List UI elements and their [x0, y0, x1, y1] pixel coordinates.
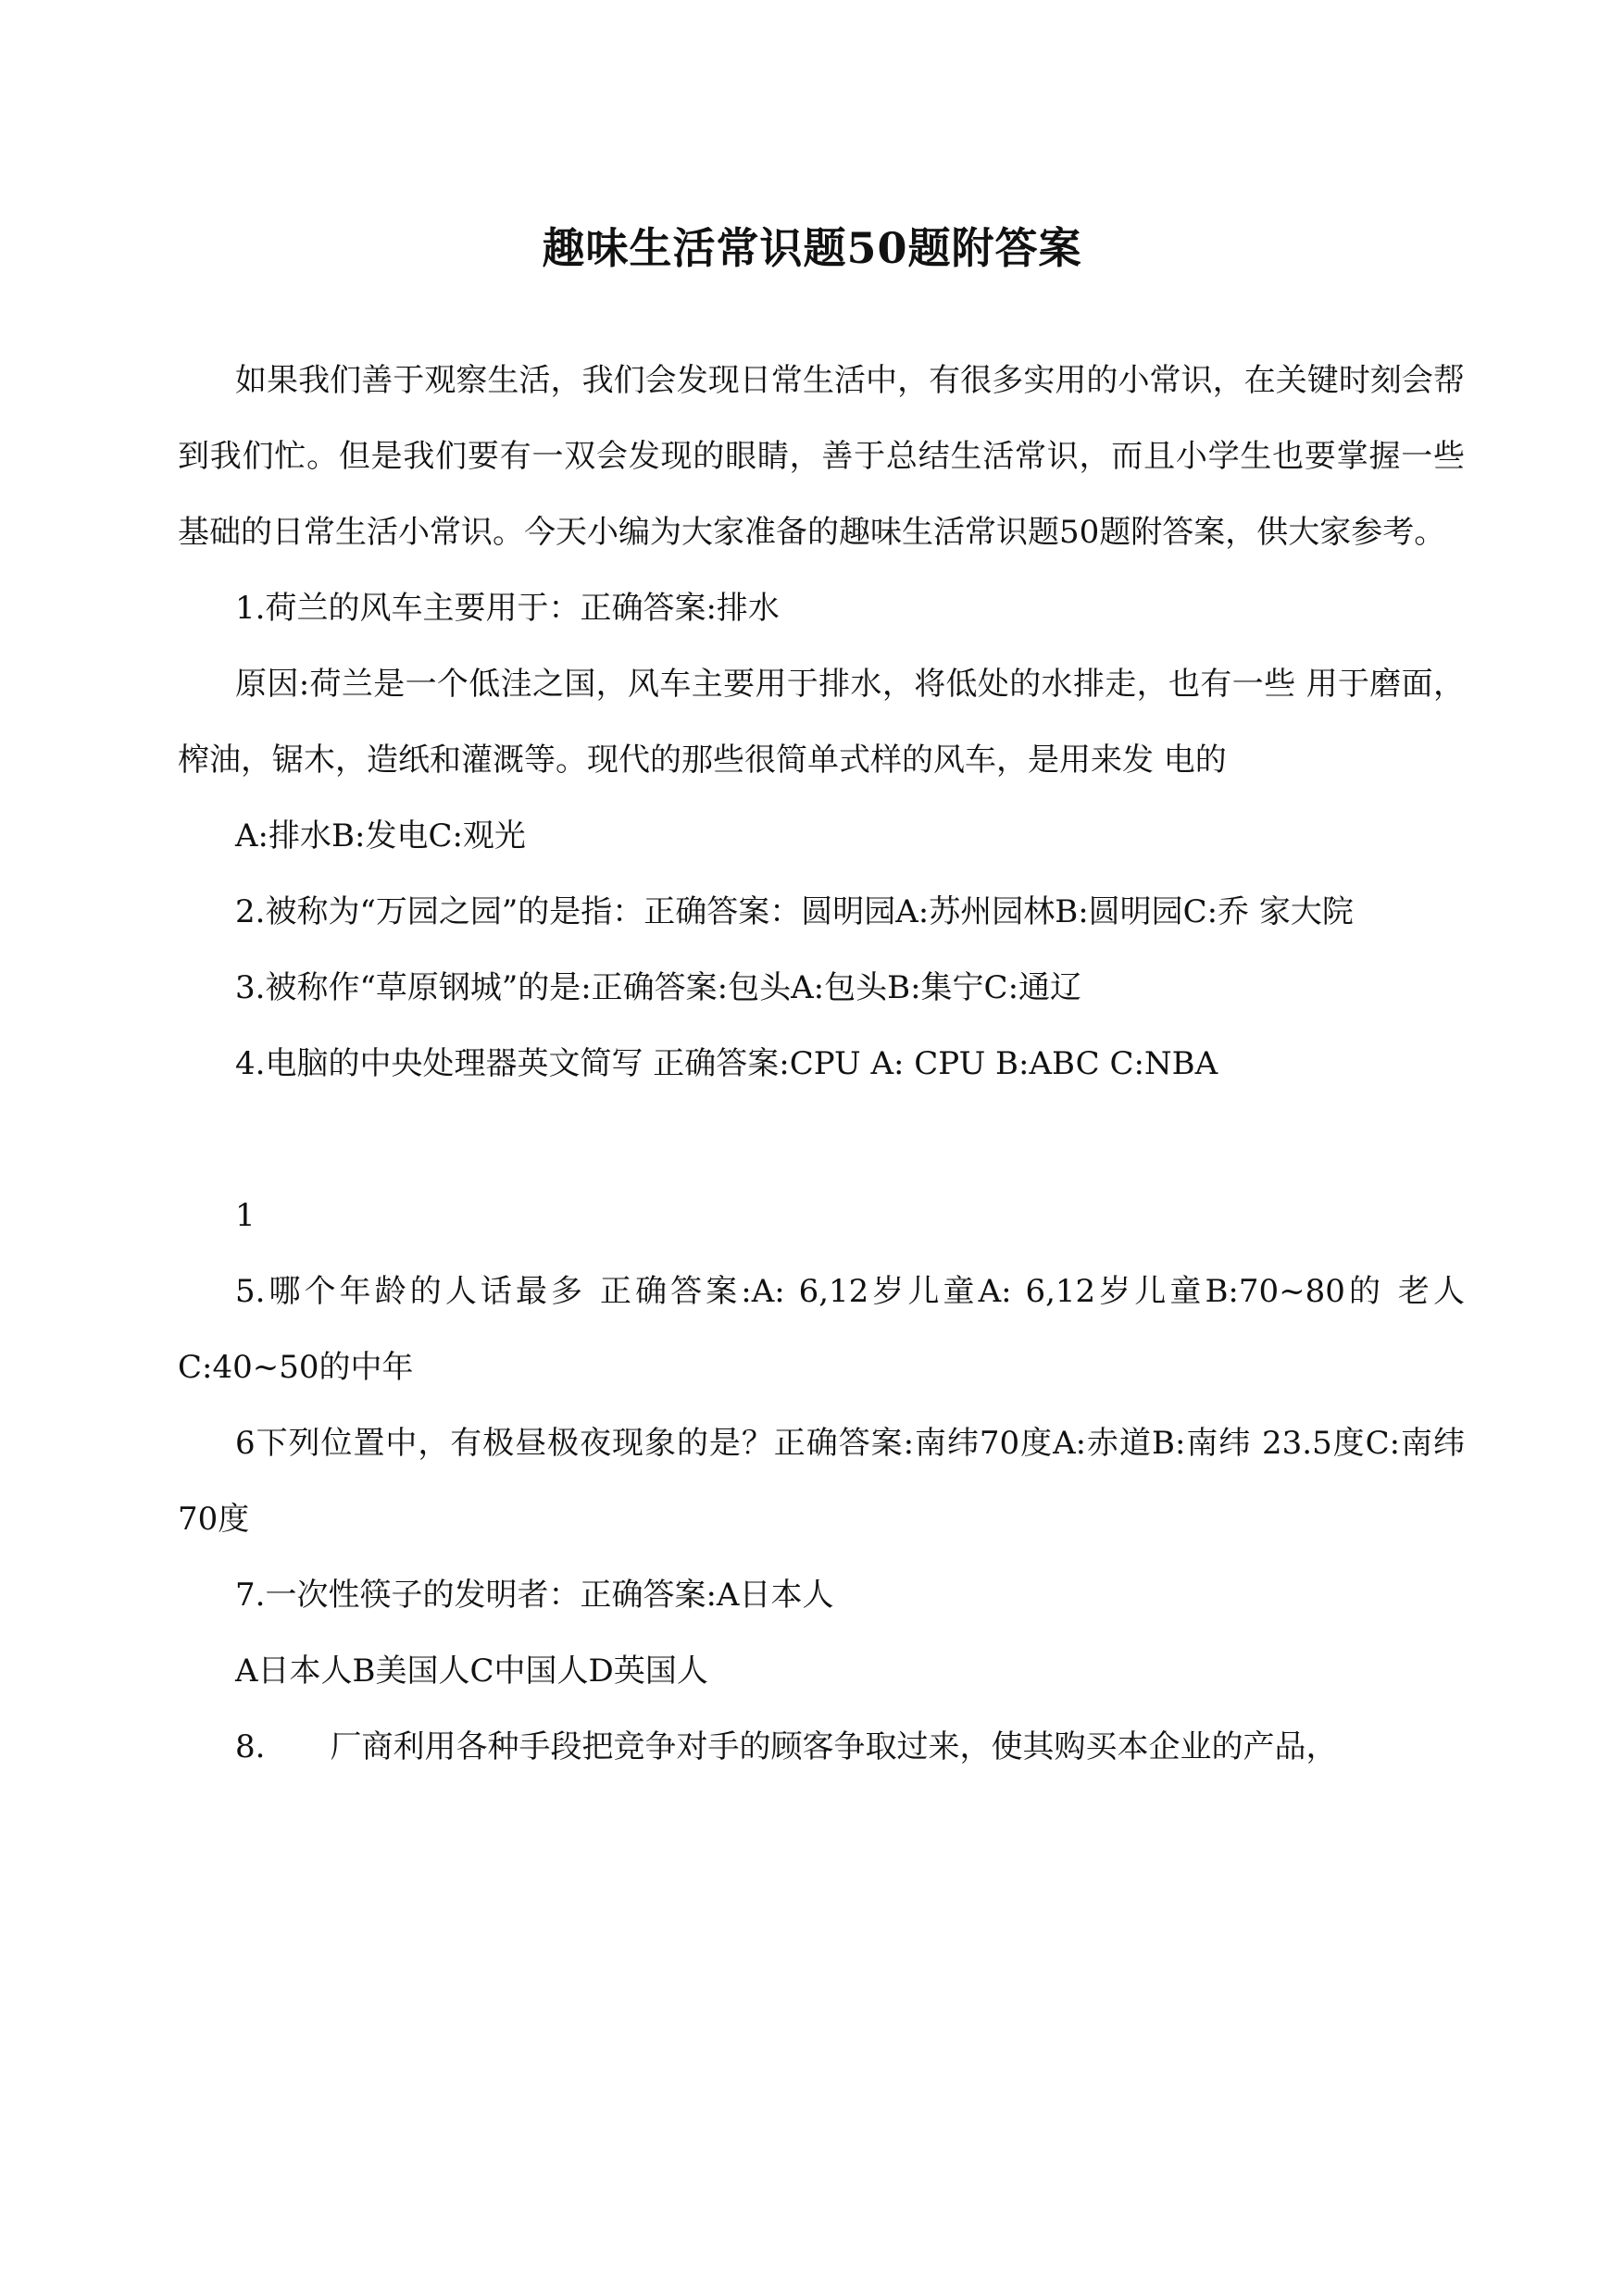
question-5: 5.哪个年龄的人话最多 正确答案:A: 6,12岁儿童A: 6,12岁儿童B:70~80的 老人C:40~50的中年	[178, 1273, 1465, 1386]
question-7-options: A日本人B美国人C中国人D英国人	[235, 1653, 708, 1690]
question-3: 3.被称作“草原钢城”的是:正确答案:包头A:包头B:集宁C:通辽	[235, 969, 1082, 1006]
question-6: 6下列位置中，有极昼极夜现象的是？正确答案:南纬70度A:赤道B:南纬 23.5度C:南纬70度	[178, 1425, 1465, 1538]
question-8	[178, 1709, 1465, 1785]
intro-paragraph: 如果我们善于观察生活，我们会发现日常生活中，有很多实用的小常识，在关键时刻会帮到我们忙。但是我们要有一双会发现的眼睛，善于总结生活常识，而且小学生也要掌握一些基础的日常生活小常识。今天小编为大家准备的趣味生活常识题50题附答案，供大家参考。	[178, 362, 1465, 551]
document-title: 趣味生活常识题50题附答案	[542, 223, 1082, 273]
page-number: 1	[235, 1197, 256, 1234]
question-1-reason: 原因:荷兰是一个低洼之国，风车主要用于排水，将低处的水排走，也有一些 用于磨面，榨油，锯木，造纸和灌溉等。现代的那些很简单式样的风车，是用来发 电的	[178, 666, 1465, 779]
question-2: 2.被称为“万园之园”的是指：正确答案：圆明园A:苏州园林B:圆明园C:乔 家大院	[235, 893, 1354, 930]
question-4: 4.电脑的中央处理器英文简写 正确答案:CPU A: CPU B:ABC C:NBA	[235, 1045, 1218, 1082]
question-8-number: 8.	[235, 1728, 266, 1765]
question-1: 1.荷兰的风车主要用于：正确答案:排水	[235, 590, 780, 627]
question-8-text: 厂商利用各种手段把竞争对手的顾客争取过来，使其购买本企业的产品，	[330, 1728, 1338, 1765]
question-7: 7.一次性筷子的发明者：正确答案:A日本人	[235, 1577, 834, 1614]
question-1-options: A:排水B:发电C:观光	[235, 817, 526, 854]
document-body	[178, 343, 1465, 1785]
